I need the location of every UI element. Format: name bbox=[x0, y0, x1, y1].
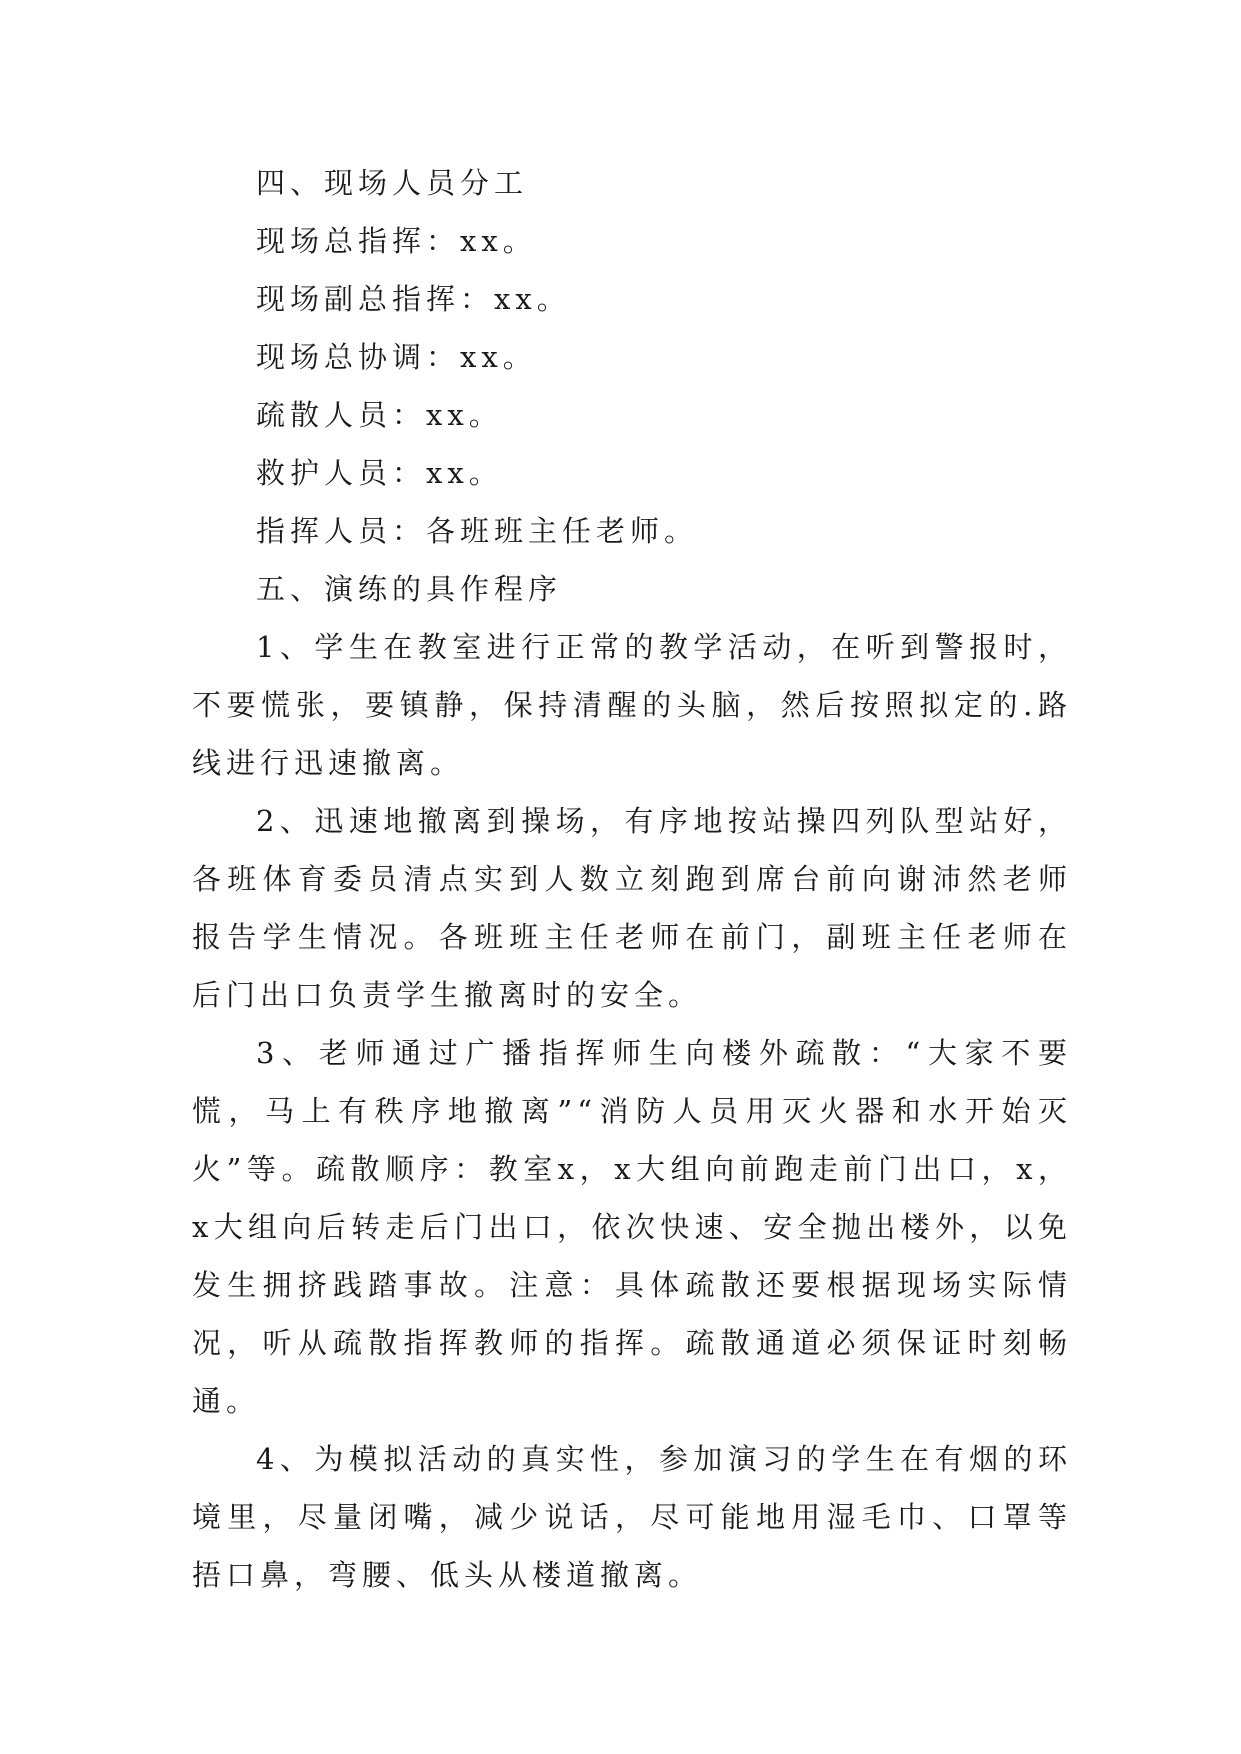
role-line: 疏散人员：xx。 bbox=[256, 398, 503, 432]
role-line: 现场副总指挥：xx。 bbox=[256, 282, 571, 316]
role-line: 现场总指挥：xx。 bbox=[256, 224, 537, 258]
procedure-paragraph: 1、学生在教室进行正常的教学活动，在听到警报时，不要慌张，要镇静，保持清醒的头脑，然后按照拟定的.路线进行迅速撤离。 bbox=[192, 630, 1072, 780]
procedure-paragraph: 2、迅速地撤离到操场，有序地按站操四列队型站好，各班体育委员清点实到人数立刻跑到席台前向谢沛然老师报告学生情况。各班班主任老师在前门，副班主任老师在后门出口负责学生撤离时的安全。 bbox=[192, 804, 1072, 1012]
section-5-heading: 五、演练的具作程序 bbox=[256, 572, 563, 606]
role-line: 现场总协调：xx。 bbox=[256, 340, 537, 374]
procedure-paragraph: 4、为模拟活动的真实性，参加演习的学生在有烟的环境里，尽量闭嘴，减少说话，尽可能地用湿毛巾、口罩等捂口鼻，弯腰、低头从楼道撤离。 bbox=[192, 1442, 1072, 1592]
procedure-paragraph: 3、老师通过广播指挥师生向楼外疏散：“大家不要慌，马上有秩序地撤离”“消防人员用灭火器和水开始灭火”等。疏散顺序：教室x，x大组向前跑走前门出口，x，x大组向后转走后门出口，依次快速、安全抛出楼外，以免发生拥挤践踏事故。注意：具体疏散还要根据现场实际情况，听从疏散指挥教师的指挥。疏散通道必须保证时刻畅通。 bbox=[192, 1036, 1072, 1418]
section-4-heading: 四、现场人员分工 bbox=[256, 166, 529, 200]
role-line: 救护人员：xx。 bbox=[256, 456, 503, 490]
document-page bbox=[192, 154, 1072, 1604]
role-line: 指挥人员：各班班主任老师。 bbox=[256, 514, 699, 548]
